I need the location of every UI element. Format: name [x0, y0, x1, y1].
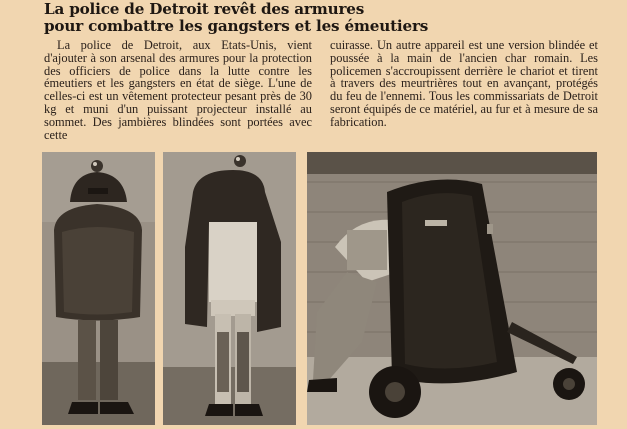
headline-line-1: La police de Detroit revêt des armures	[44, 0, 365, 18]
photo-armor-back-view	[163, 152, 296, 425]
photo-armor-front-view	[42, 152, 155, 425]
article-body-left-column: La police de Detroit, aux Etats-Unis, vient d'ajouter à son arsenal des armures pour la protection des officiers de police dans la lutte contre les émeutiers et les gangsters en état de siège. L'une de celles-ci est un vêtement protecteur pesant près de 30 kg et muni d'un puissant projecteur installé au sommet. Des jambières blindées sont portées avec cette	[44, 38, 312, 142]
photo-chariot-illustration	[307, 152, 597, 425]
article-body-right-column: cuirasse. Un autre appareil est une version blindée et poussée à la main de l'ancien char romain. Les policemen s'accroupissent derrière le chariot et tirent à travers des meurtrières tout en avançant, protégés du feu de l'ennemi. Tous les commissariats de Detroit seront équipés de ce matériel, au fur et à mesure de sa fabrication.	[330, 38, 598, 129]
photo-armored-chariot	[307, 152, 597, 425]
headline-line-2: pour combattre les gangsters et les émeutiers	[44, 17, 429, 35]
photo-armor-back-illustration	[163, 152, 296, 425]
photo-armor-front-illustration	[42, 152, 155, 425]
article-headline	[44, 1, 604, 35]
